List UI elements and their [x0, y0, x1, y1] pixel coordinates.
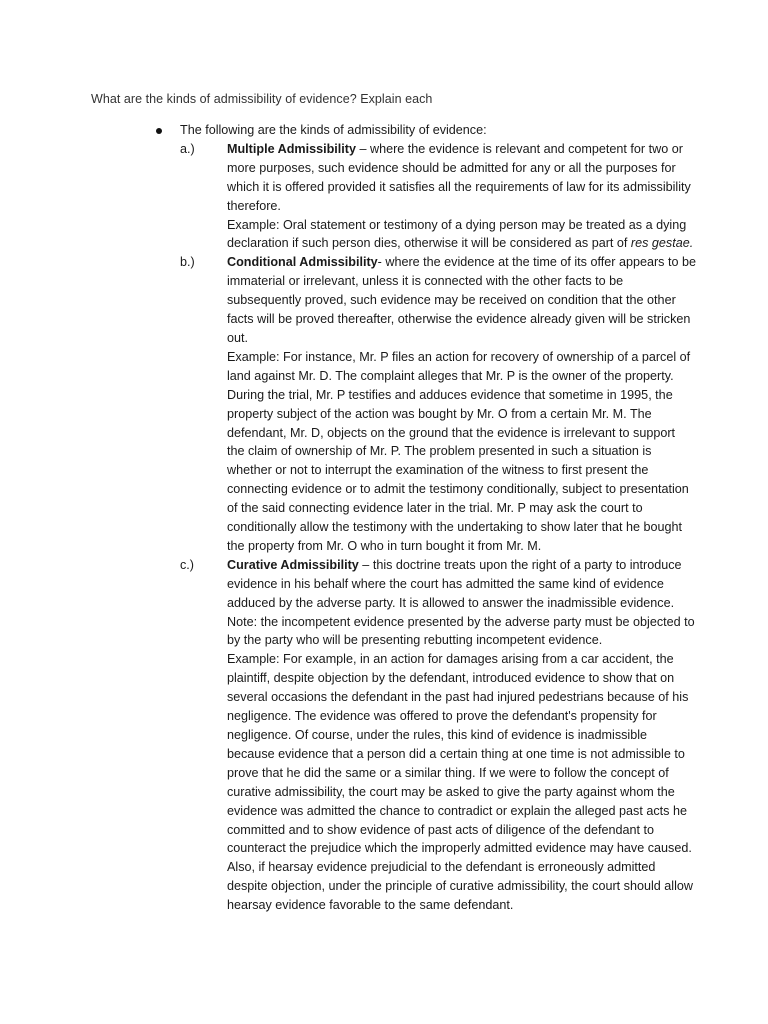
item-body [227, 556, 696, 915]
example-italic-text: res gestae. [630, 236, 694, 251]
bullet-icon [156, 128, 162, 134]
definition-paragraph [227, 556, 696, 613]
example-paragraph [227, 348, 696, 556]
term-label: Conditional Admissibility [227, 255, 378, 270]
question-heading: What are the kinds of admissibility of evidence? Explain each [91, 92, 433, 106]
item-body [227, 140, 696, 253]
list-item-curative-admissibility [180, 556, 696, 915]
item-marker: a.) [180, 141, 195, 156]
bullet-item [156, 121, 696, 915]
answer-list [156, 121, 696, 915]
definition-text: – this doctrine treats upon the right of a party to introduce evidence in his behalf where the court has admitted the same kind of evidence adduced by the adverse party. It is allowed to answer the inadmissible evidence. [227, 557, 682, 610]
example-text: Example: Oral statement or testimony of a dying person may be treated as a dying declaration if such person dies, otherwise it will be considered as part of [227, 217, 687, 251]
example-paragraph: Example: For example, in an action for damages arising from a car accident, the plaintiff, despite objection by the defendant, introduced evidence to show that on several occasions the defendant in the past had injured pedestrians because of his negligence. The evidence was offered to prove the defendant's propensity for negligence. Of course, under the rules, this kind of evidence is inadmissible because evidence that a person did a certain thing at one time is not admissible to prove that he did the same or a similar thing. If we were to follow the concept of curative admissibility, the court may be asked to give the party against whom the evidence was admitted the chance to contradict or explain the alleged past acts he committed and to show evidence of past acts of diligence of the defendant to counteract the prejudice which the improperly admitted evidence may have caused. [227, 652, 692, 856]
definition-paragraph [227, 140, 696, 216]
example-text: Example: For instance, Mr. P files an action for recovery of ownership of a parcel of land against Mr. D. The complaint alleges that Mr. P is the owner of the property. During the trial, Mr. P testifies and adduces evidence that sometime in 1995, the property subject of the action was bought by Mr. O from a certain Mr. M. The defendant, Mr. D, objects on the ground that the evidence is irrelevant to support the claim of ownership of Mr. P. The problem presented in such a situation is whether or not to interrupt the examination of the witness to first present the connecting evidence or to admit the testimony conditionally, subject to presentation of the said connecting evidence later in the trial. Mr. P may ask the court to conditionally allow the testimony with the undertaking to show later that he bought the property from Mr. O who in turn bought it from Mr. M. [227, 349, 691, 553]
term-label: Multiple Admissibility [227, 141, 356, 156]
definition-text: - where the evidence at the time of its offer appears to be immaterial or irrelevant, unless it is connected with the other facts to be subsequently proved, such evidence may be received on condition that the other facts will be proved thereafter, otherwise the evidence already given will be stricken out. [227, 255, 696, 345]
item-marker: c.) [180, 557, 194, 572]
admissibility-kinds-list [180, 140, 696, 915]
list-item-conditional-admissibility [180, 253, 696, 556]
example-paragraph [227, 216, 696, 254]
definition-text: – where the evidence is relevant and competent for two or more purposes, such evidence should be admitted for any or all the purposes for which it is offered provided it satisfies all the requirements of law for its admissibility therefore. [227, 141, 691, 213]
term-label: Curative Admissibility [227, 557, 359, 572]
list-item-multiple-admissibility [180, 140, 696, 253]
intro-text: The following are the kinds of admissibility of evidence: [180, 123, 487, 137]
item-body [227, 253, 696, 556]
item-marker: b.) [180, 255, 195, 270]
definition-paragraph [227, 253, 696, 348]
extra-paragraph: Also, if hearsay evidence prejudicial to the defendant is erroneously admitted despite objection, under the principle of curative admissibility, the court should allow hearsay evidence favorable to the same defendant. [227, 860, 693, 913]
note-paragraph: Note: the incompetent evidence presented by the adverse party must be objected to by the party who will be presenting rebutting incompetent evidence. [227, 614, 695, 648]
